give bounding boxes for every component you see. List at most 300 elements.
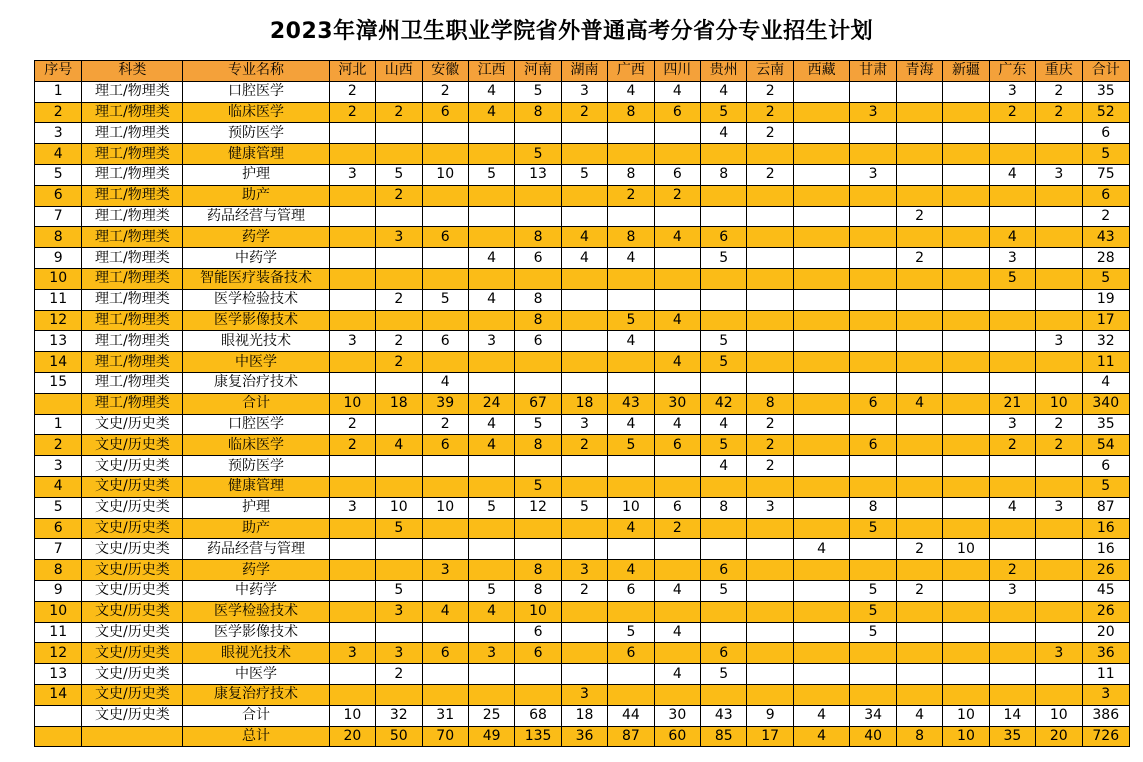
table-cell: 2	[1036, 81, 1082, 102]
table-cell	[1036, 518, 1082, 539]
table-cell	[1036, 206, 1082, 227]
table-cell	[654, 684, 700, 705]
table-cell: 32	[376, 705, 422, 726]
table-cell: 5	[701, 248, 747, 269]
table-cell: 43	[1082, 227, 1130, 248]
table-cell	[747, 664, 793, 685]
table-cell: 4	[561, 227, 607, 248]
table-cell	[793, 601, 850, 622]
table-cell	[422, 580, 468, 601]
table-row	[35, 310, 1130, 331]
table-cell	[1036, 123, 1082, 144]
table-cell: 文史/历史类	[82, 497, 183, 518]
table-cell: 4	[654, 414, 700, 435]
table-cell	[896, 123, 942, 144]
table-cell: 3	[35, 123, 82, 144]
table-cell: 12	[515, 497, 561, 518]
table-cell	[701, 539, 747, 560]
table-cell: 理工/物理类	[82, 185, 183, 206]
table-cell: 44	[608, 705, 654, 726]
table-cell: 1	[35, 81, 82, 102]
table-cell: 6	[608, 643, 654, 664]
table-cell: 36	[561, 726, 607, 747]
table-cell	[561, 123, 607, 144]
table-cell: 3	[989, 580, 1035, 601]
table-cell: 11	[1082, 664, 1130, 685]
table-cell	[793, 372, 850, 393]
table-cell: 5	[608, 310, 654, 331]
table-cell: 理工/物理类	[82, 102, 183, 123]
table-cell: 2	[747, 414, 793, 435]
table-cell	[896, 352, 942, 373]
table-cell: 4	[422, 372, 468, 393]
table-cell	[376, 539, 422, 560]
table-cell: 25	[468, 705, 514, 726]
table-cell: 10	[1036, 393, 1082, 414]
table-cell: 4	[468, 289, 514, 310]
table-cell: 药学	[183, 560, 329, 581]
table-cell: 2	[989, 435, 1035, 456]
table-cell	[747, 684, 793, 705]
table-cell: 5	[701, 102, 747, 123]
table-cell: 4	[793, 539, 850, 560]
table-cell: 8	[701, 164, 747, 185]
table-cell	[850, 310, 896, 331]
table-cell	[422, 352, 468, 373]
table-cell	[329, 144, 375, 165]
table-cell	[793, 164, 850, 185]
table-cell	[654, 123, 700, 144]
table-cell	[747, 352, 793, 373]
table-cell: 19	[1082, 289, 1130, 310]
table-cell: 文史/历史类	[82, 601, 183, 622]
table-header-row	[35, 61, 1130, 82]
table-cell: 4	[468, 81, 514, 102]
table-row	[35, 684, 1130, 705]
table-cell	[793, 352, 850, 373]
table-cell	[608, 476, 654, 497]
table-cell	[608, 601, 654, 622]
table-cell	[943, 352, 989, 373]
table-cell: 6	[654, 102, 700, 123]
table-cell	[896, 497, 942, 518]
table-cell: 3	[329, 331, 375, 352]
table-cell: 3	[376, 601, 422, 622]
table-cell	[468, 268, 514, 289]
table-cell: 5	[989, 268, 1035, 289]
table-cell	[329, 310, 375, 331]
table-cell	[608, 352, 654, 373]
table-cell: 3	[561, 414, 607, 435]
table-cell	[793, 643, 850, 664]
table-cell	[1036, 310, 1082, 331]
table-cell	[515, 352, 561, 373]
table-cell	[850, 539, 896, 560]
column-header: 西藏	[793, 61, 850, 82]
table-cell: 康复治疗技术	[183, 372, 329, 393]
table-cell: 中医学	[183, 352, 329, 373]
table-row	[35, 497, 1130, 518]
table-cell: 文史/历史类	[82, 435, 183, 456]
table-cell	[896, 372, 942, 393]
table-cell: 30	[654, 393, 700, 414]
table-cell	[747, 601, 793, 622]
table-row	[35, 81, 1130, 102]
table-cell: 3	[35, 456, 82, 477]
table-cell	[850, 81, 896, 102]
table-cell: 3	[989, 248, 1035, 269]
table-cell	[793, 518, 850, 539]
table-cell	[515, 372, 561, 393]
table-cell: 2	[329, 102, 375, 123]
table-cell: 2	[747, 123, 793, 144]
table-cell: 8	[35, 227, 82, 248]
table-cell	[943, 497, 989, 518]
table-cell	[989, 123, 1035, 144]
table-cell	[329, 352, 375, 373]
table-cell: 52	[1082, 102, 1130, 123]
table-cell	[654, 144, 700, 165]
table-cell: 6	[422, 227, 468, 248]
table-cell: 4	[608, 248, 654, 269]
table-cell: 5	[701, 580, 747, 601]
table-cell	[989, 643, 1035, 664]
table-cell: 6	[654, 497, 700, 518]
table-cell	[608, 123, 654, 144]
table-cell	[896, 227, 942, 248]
table-cell: 3	[850, 102, 896, 123]
table-cell: 18	[561, 393, 607, 414]
table-cell: 药品经营与管理	[183, 539, 329, 560]
table-cell: 2	[376, 102, 422, 123]
table-cell: 17	[1082, 310, 1130, 331]
table-cell	[1036, 622, 1082, 643]
table-cell	[896, 476, 942, 497]
table-cell	[943, 123, 989, 144]
table-cell: 临床医学	[183, 435, 329, 456]
table-cell: 4	[896, 393, 942, 414]
table-cell	[747, 372, 793, 393]
table-cell	[896, 601, 942, 622]
table-cell	[329, 185, 375, 206]
table-cell	[989, 664, 1035, 685]
table-cell	[943, 560, 989, 581]
table-cell	[1036, 664, 1082, 685]
table-cell: 2	[896, 248, 942, 269]
table-cell	[468, 372, 514, 393]
table-cell	[608, 206, 654, 227]
table-cell	[515, 206, 561, 227]
table-cell	[515, 684, 561, 705]
table-cell	[793, 144, 850, 165]
table-cell: 3	[850, 164, 896, 185]
table-cell: 4	[468, 435, 514, 456]
table-cell: 文史/历史类	[82, 580, 183, 601]
table-cell: 3	[329, 164, 375, 185]
table-cell	[654, 476, 700, 497]
table-cell	[850, 372, 896, 393]
table-cell: 4	[608, 81, 654, 102]
table-cell	[850, 289, 896, 310]
table-cell: 2	[654, 518, 700, 539]
table-cell: 43	[701, 705, 747, 726]
table-row	[35, 726, 1130, 747]
table-cell	[896, 643, 942, 664]
table-cell: 2	[329, 435, 375, 456]
table-cell	[943, 144, 989, 165]
table-cell	[943, 268, 989, 289]
table-cell: 3	[1036, 497, 1082, 518]
table-cell: 助产	[183, 518, 329, 539]
table-cell	[422, 518, 468, 539]
table-cell: 理工/物理类	[82, 268, 183, 289]
table-cell: 13	[35, 331, 82, 352]
table-cell	[654, 643, 700, 664]
table-cell: 3	[1036, 643, 1082, 664]
table-cell: 合计	[183, 705, 329, 726]
table-cell	[35, 705, 82, 726]
table-cell: 4	[701, 414, 747, 435]
table-cell: 14	[35, 352, 82, 373]
table-cell: 5	[376, 518, 422, 539]
table-cell	[376, 268, 422, 289]
table-cell: 2	[608, 185, 654, 206]
table-cell	[943, 518, 989, 539]
table-cell: 6	[1082, 185, 1130, 206]
table-cell: 3	[1036, 331, 1082, 352]
table-cell	[793, 497, 850, 518]
table-cell	[376, 310, 422, 331]
table-cell	[1036, 539, 1082, 560]
table-cell	[561, 289, 607, 310]
table-cell	[793, 331, 850, 352]
table-cell: 6	[422, 435, 468, 456]
table-cell: 预防医学	[183, 123, 329, 144]
table-cell: 5	[561, 497, 607, 518]
table-cell: 4	[422, 601, 468, 622]
table-cell	[608, 144, 654, 165]
table-row	[35, 248, 1130, 269]
table-cell	[850, 643, 896, 664]
table-cell	[329, 664, 375, 685]
table-cell	[608, 539, 654, 560]
table-cell	[850, 227, 896, 248]
table-cell	[747, 580, 793, 601]
table-cell: 文史/历史类	[82, 456, 183, 477]
table-cell	[515, 518, 561, 539]
table-cell	[896, 414, 942, 435]
table-cell: 5	[1082, 268, 1130, 289]
table-cell: 4	[793, 726, 850, 747]
table-cell: 5	[608, 435, 654, 456]
table-cell	[329, 123, 375, 144]
table-cell: 理工/物理类	[82, 248, 183, 269]
table-cell: 5	[850, 580, 896, 601]
table-cell: 3	[1082, 684, 1130, 705]
table-cell	[793, 310, 850, 331]
table-row	[35, 560, 1130, 581]
table-cell	[943, 372, 989, 393]
table-cell	[329, 476, 375, 497]
table-cell: 14	[35, 684, 82, 705]
table-cell	[896, 560, 942, 581]
table-cell	[561, 206, 607, 227]
column-header: 云南	[747, 61, 793, 82]
table-cell: 健康管理	[183, 476, 329, 497]
table-cell	[329, 268, 375, 289]
table-cell: 2	[989, 560, 1035, 581]
table-cell: 49	[468, 726, 514, 747]
table-cell: 医学影像技术	[183, 310, 329, 331]
table-cell	[422, 248, 468, 269]
table-cell	[989, 684, 1035, 705]
table-cell	[701, 622, 747, 643]
table-cell: 2	[35, 102, 82, 123]
table-cell: 文史/历史类	[82, 643, 183, 664]
table-cell: 10	[35, 601, 82, 622]
column-header: 安徽	[422, 61, 468, 82]
table-cell: 理工/物理类	[82, 227, 183, 248]
table-row	[35, 268, 1130, 289]
table-row	[35, 601, 1130, 622]
column-header: 河南	[515, 61, 561, 82]
table-cell	[468, 144, 514, 165]
table-cell: 2	[989, 102, 1035, 123]
table-cell	[747, 539, 793, 560]
table-cell	[1036, 185, 1082, 206]
table-cell: 4	[896, 705, 942, 726]
table-cell	[989, 372, 1035, 393]
table-cell	[1036, 268, 1082, 289]
table-cell: 8	[515, 227, 561, 248]
table-cell: 4	[701, 123, 747, 144]
table-cell: 4	[989, 497, 1035, 518]
table-cell	[468, 560, 514, 581]
table-cell	[793, 476, 850, 497]
table-cell: 20	[1082, 622, 1130, 643]
table-cell	[793, 622, 850, 643]
table-cell: 5	[376, 580, 422, 601]
table-row	[35, 476, 1130, 497]
table-cell	[850, 331, 896, 352]
table-cell: 3	[1036, 164, 1082, 185]
table-cell	[468, 456, 514, 477]
table-cell	[989, 185, 1035, 206]
table-cell	[468, 622, 514, 643]
table-cell: 2	[376, 352, 422, 373]
table-cell: 2	[896, 539, 942, 560]
table-cell	[943, 393, 989, 414]
table-cell: 6	[422, 102, 468, 123]
table-cell	[654, 268, 700, 289]
table-cell: 4	[376, 435, 422, 456]
table-row	[35, 102, 1130, 123]
table-row	[35, 664, 1130, 685]
table-cell	[943, 310, 989, 331]
table-cell	[747, 643, 793, 664]
table-cell	[422, 622, 468, 643]
table-cell: 726	[1082, 726, 1130, 747]
table-cell	[329, 622, 375, 643]
table-cell: 3	[468, 331, 514, 352]
table-cell	[793, 684, 850, 705]
table-cell: 护理	[183, 164, 329, 185]
table-cell: 6	[654, 164, 700, 185]
table-cell: 4	[654, 310, 700, 331]
table-cell	[376, 456, 422, 477]
table-cell	[943, 164, 989, 185]
table-cell: 文史/历史类	[82, 684, 183, 705]
table-cell: 5	[850, 601, 896, 622]
table-cell	[654, 331, 700, 352]
table-cell	[793, 248, 850, 269]
table-cell	[468, 310, 514, 331]
table-cell	[943, 601, 989, 622]
table-cell: 4	[468, 414, 514, 435]
table-cell: 85	[701, 726, 747, 747]
table-cell: 2	[35, 435, 82, 456]
table-cell	[747, 268, 793, 289]
table-cell: 8	[701, 497, 747, 518]
table-cell: 5	[515, 476, 561, 497]
table-cell	[1036, 476, 1082, 497]
table-cell: 6	[422, 331, 468, 352]
table-cell: 3	[468, 643, 514, 664]
table-cell	[896, 144, 942, 165]
table-cell: 2	[329, 414, 375, 435]
table-cell: 4	[35, 476, 82, 497]
table-cell: 4	[561, 248, 607, 269]
table-cell: 9	[35, 248, 82, 269]
table-row	[35, 289, 1130, 310]
table-cell: 8	[515, 580, 561, 601]
table-cell	[561, 331, 607, 352]
table-cell: 5	[701, 331, 747, 352]
table-cell: 42	[701, 393, 747, 414]
table-cell: 31	[422, 705, 468, 726]
table-cell	[850, 476, 896, 497]
table-cell	[654, 248, 700, 269]
table-cell: 6	[515, 643, 561, 664]
table-cell	[376, 372, 422, 393]
table-cell	[850, 123, 896, 144]
table-cell: 3	[329, 497, 375, 518]
table-cell: 1	[35, 414, 82, 435]
table-cell: 10	[1036, 705, 1082, 726]
table-cell	[515, 664, 561, 685]
table-cell: 14	[989, 705, 1035, 726]
table-cell	[376, 123, 422, 144]
table-cell	[561, 185, 607, 206]
table-cell: 2	[561, 580, 607, 601]
table-cell: 6	[701, 643, 747, 664]
table-cell: 6	[701, 227, 747, 248]
table-cell: 2	[747, 164, 793, 185]
column-header: 河北	[329, 61, 375, 82]
table-cell: 50	[376, 726, 422, 747]
table-cell: 临床医学	[183, 102, 329, 123]
column-header: 江西	[468, 61, 514, 82]
table-cell: 3	[747, 497, 793, 518]
table-cell	[468, 518, 514, 539]
table-cell: 4	[654, 622, 700, 643]
table-cell	[654, 289, 700, 310]
table-cell: 4	[989, 227, 1035, 248]
table-cell	[793, 102, 850, 123]
table-cell: 40	[850, 726, 896, 747]
table-cell	[747, 289, 793, 310]
table-cell: 2	[329, 81, 375, 102]
